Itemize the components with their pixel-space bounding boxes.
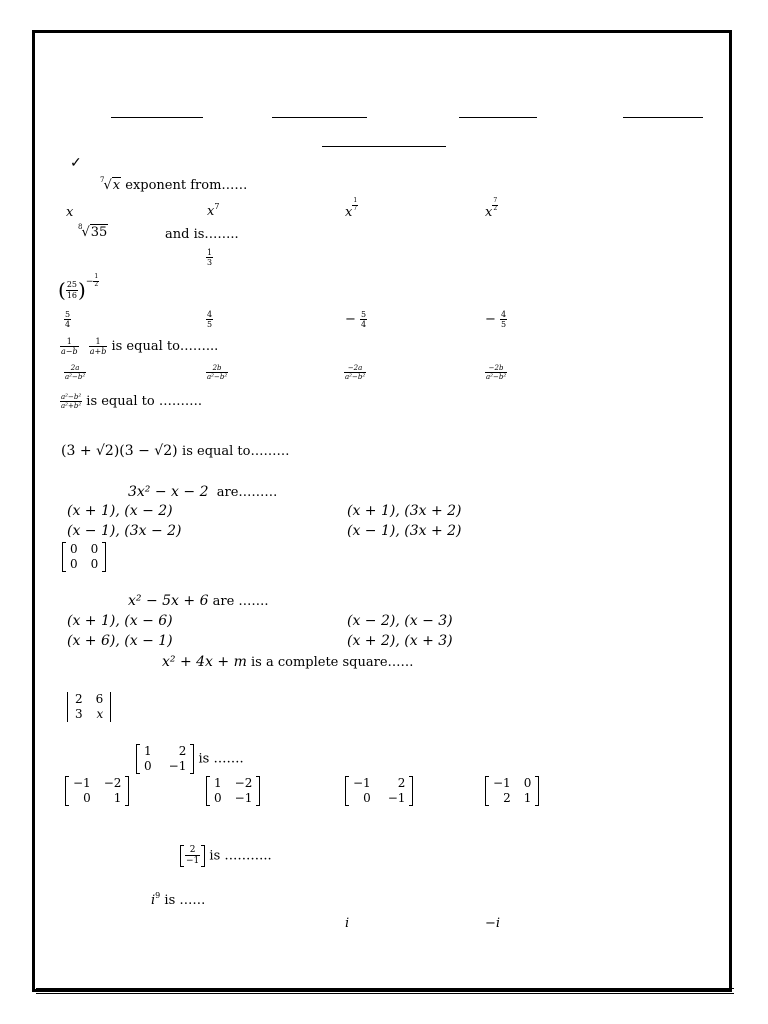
question-5: $\frac{\text{a²−b²}}{\text{a²+b²}}$ is equal to ………. <box>61 393 202 411</box>
q11-option-c: −1 2 0 −1 <box>345 776 413 806</box>
q4-option-d: $\frac{-2b}{\text{a²−b²}}$ <box>486 364 507 382</box>
header-blank-1 <box>111 117 203 118</box>
determinant: 2 6 3 x <box>67 692 111 722</box>
header-blank-3 <box>459 117 537 118</box>
q3-option-d: − $\frac{4}{5}$ <box>485 310 507 330</box>
question-11: 1 2 0 −1 is ……. <box>136 744 244 774</box>
header-blank-2 <box>272 117 367 118</box>
q8-option-a: (x + 1), (x − 6) <box>67 613 173 629</box>
question-2-radical: $^8$√35 <box>78 223 108 240</box>
q2-option: $\frac{1}{3}$ <box>207 248 213 268</box>
q3-option-a: $\frac{5}{4}$ <box>65 310 71 330</box>
question-6: (3 + √2)(3 − √2) is equal to……… <box>61 443 290 459</box>
q1-option-c: x $\frac{1}{7}$ <box>345 197 358 220</box>
q11-option-a: −1 −2 0 1 <box>65 776 129 806</box>
q13-option-d: −i <box>485 916 501 931</box>
q1-option-b: $x^7$ <box>207 202 220 219</box>
q8-option-c: (x + 6), (x − 1) <box>67 633 173 649</box>
question-1: $^7$√x exponent from…… <box>100 176 248 193</box>
q11-option-d: −1 0 2 1 <box>485 776 539 806</box>
question-4: $\frac{1}{a-b}$ $\frac{1}{a+b}$ is equal to……... <box>61 337 219 357</box>
question-8: x² − 5x + 6 are ……. <box>128 593 269 609</box>
page-border-bottom-double <box>36 988 734 994</box>
q3-option-c: − $\frac{5}{4}$ <box>345 310 367 330</box>
question-7: 3x² − x − 2 are……… <box>128 484 278 500</box>
q8-option-b: (x − 2), (x − 3) <box>347 613 453 629</box>
q3-option-b: $\frac{4}{5}$ <box>207 310 213 330</box>
q8-option-d: (x + 2), (x + 3) <box>347 633 453 649</box>
header-blank-4 <box>623 117 703 118</box>
q7-option-d: (x − 1), (3x + 2) <box>347 523 462 539</box>
q4-option-b: $\frac{2b}{\text{a²−b²}}$ <box>207 364 228 382</box>
q7-option-b: (x + 1), (3x + 2) <box>347 503 462 519</box>
q7-option-c: (x − 1), (3x − 2) <box>67 523 182 539</box>
question-13: $i^9$ is …… <box>151 891 206 908</box>
check-mark: ✓ <box>70 155 82 171</box>
q7-option-a: (x + 1), (x − 2) <box>67 503 173 519</box>
q13-option-c: i <box>345 916 350 931</box>
question-12: $\frac{2}{-1}$ is ……….. <box>180 845 272 867</box>
q1-option-a: x <box>66 205 74 220</box>
question-2-text: and is…….. <box>165 227 239 242</box>
q11-option-b: 1 −2 0 −1 <box>206 776 260 806</box>
question-3: ( $\frac{25}{16}$ )$^{- \frac{1}{2}}$ <box>58 272 99 302</box>
question-9: x² + 4x + m is a complete square…… <box>162 654 414 670</box>
q4-option-c: $\frac{-2a}{\text{a²−b²}}$ <box>345 364 366 382</box>
q1-option-d: x $\frac{7}{2}$ <box>485 197 498 220</box>
title-blank <box>322 146 446 147</box>
zero-matrix: 0 0 0 0 <box>62 542 106 572</box>
q4-option-a: $\frac{2a}{\text{a²−b²}}$ <box>65 364 86 382</box>
